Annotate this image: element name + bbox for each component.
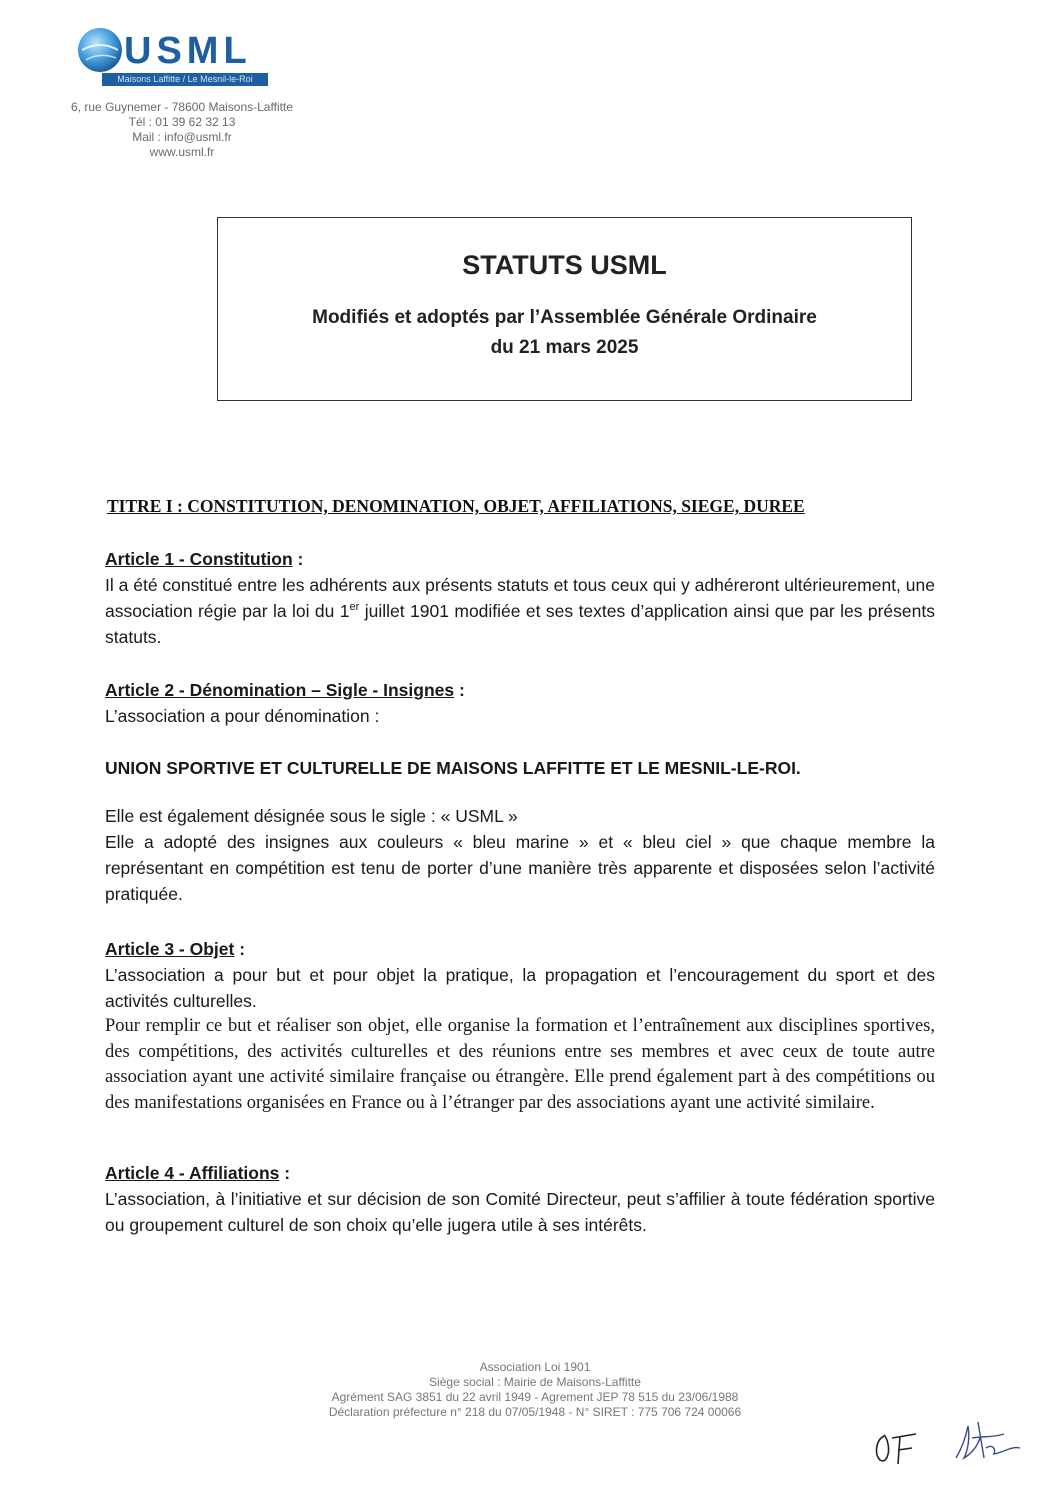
footer-line-4: Déclaration préfecture n° 218 du 07/05/1948 - N° SIRET : 775 706 724 00066 xyxy=(328,1405,742,1419)
document-title: STATUTS USML xyxy=(462,250,667,280)
website: www.usml.fr xyxy=(149,145,215,159)
section-title: TITRE I : CONSTITUTION, DENOMINATION, OBJET, AFFILIATIONS, SIEGE, DUREE xyxy=(107,496,805,516)
initials-signature xyxy=(870,1418,930,1473)
handwritten-signature xyxy=(948,1408,1028,1468)
footer xyxy=(270,1360,800,1420)
subtitle-line-2: du 21 mars 2025 xyxy=(490,337,639,358)
association-name: UNION SPORTIVE ET CULTURELLE DE MAISONS LAFFITTE ET LE MESNIL-LE-ROI. xyxy=(105,758,801,778)
article-text: L’association a pour but et pour objet la pratique, la propagation et l’encouragement du sport et des activités culturelles. xyxy=(105,965,935,1011)
article-4 xyxy=(105,1160,935,1238)
document-subtitle xyxy=(218,303,911,363)
footer-line-3: Agrément SAG 3851 du 22 avril 1949 - Agrement JEP 78 515 du 23/06/1988 xyxy=(331,1390,739,1404)
article-text: Il a été constitué entre les adhérents aux présents statuts et tous ceux qui y adhéreront ultérieurement, une association régie par la loi du 1er juillet 1901 modifiée et ses textes d’application ainsi que par les présents statuts. xyxy=(105,575,935,647)
article-intro: L’association a pour dénomination : xyxy=(105,706,380,726)
subtitle-line-1: Modifiés et adoptés par l’Assemblée Générale Ordinaire xyxy=(312,307,817,328)
article-text: L’association, à l’initiative et sur décision de son Comité Directeur, peut s’affilier à toute fédération sportive ou groupement culturel de son choix qu’elle jugera utile à ses intérêts. xyxy=(105,1189,935,1235)
contact-block xyxy=(40,100,324,160)
title-box xyxy=(217,217,912,401)
logo-wordmark: USML xyxy=(124,30,252,72)
footer-line-2: Siège social : Mairie de Maisons-Laffitte xyxy=(429,1375,641,1389)
article-heading: Article 1 - Constitution : xyxy=(105,549,304,569)
address: 6, rue Guynemer - 78600 Maisons-Laffitte xyxy=(71,100,293,114)
article-2 xyxy=(105,677,935,907)
article-insignes: Elle a adopté des insignes aux couleurs « bleu marine » et « bleu ciel » que chaque membre la représentant en compétition est tenu de porter d’une manière très apparente et disposées selon l’activité pratiquée. xyxy=(105,832,935,904)
article-1 xyxy=(105,546,935,650)
article-heading: Article 3 - Objet : xyxy=(105,939,246,959)
article-sigle: Elle est également désignée sous le sigle : « USML » xyxy=(105,806,518,826)
usml-logo xyxy=(72,26,272,96)
phone: Tél : 01 39 62 32 13 xyxy=(128,115,236,129)
article-3 xyxy=(105,936,935,1116)
article-heading: Article 4 - Affiliations : xyxy=(105,1163,291,1183)
email: Mail : info@usml.fr xyxy=(132,130,232,144)
logo-subtitle: Maisons Laffitte / Le Mesnil-le-Roi xyxy=(102,73,268,86)
footer-line-1: Association Loi 1901 xyxy=(479,1360,591,1374)
article-heading: Article 2 - Dénomination – Sigle - Insignes : xyxy=(105,680,465,700)
article-text-serif: Pour remplir ce but et réaliser son objet, elle organise la formation et l’entraînement aux disciplines sportives, des compétitions, des activités culturelles et des réunions entre ses membres et avec ceux de toute autre association ayant une activité similaire française ou étrangère. Elle prend également part à des compétitions ou des manifestations organisées en France ou à l’étranger par des associations ayant une activité similaire. xyxy=(105,1016,935,1113)
